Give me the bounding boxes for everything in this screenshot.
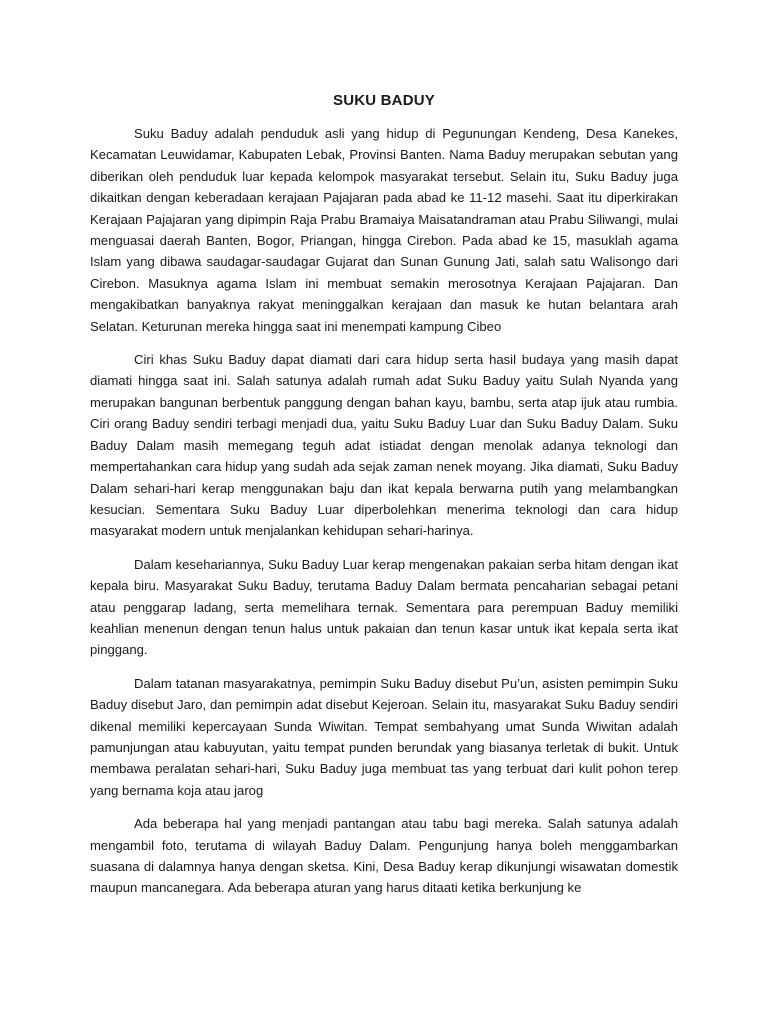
paragraph-1: Suku Baduy adalah penduduk asli yang hidup di Pegunungan Kendeng, Desa Kanekes, Kecamatan Leuwidamar, Kabupaten Lebak, Provinsi Banten. Nama Baduy merupakan sebutan yang diberikan oleh penduduk luar kepada kelompok masyarakat tersebut. Selain itu, Suku Baduy juga dikaitkan dengan keberadaan kerajaan Pajajaran pada abad ke 11-12 masehi. Saat itu diperkirakan Kerajaan Pajajaran yang dipimpin Raja Prabu Bramaiya Maisatandraman atau Prabu Siliwangi, mulai menguasai daerah Banten, Bogor, Priangan, hingga Cirebon. Pada abad ke 15, masuklah agama Islam yang dibawa saudagar-saudagar Gujarat dan Sunan Gunung Jati, salah satu Walisongo dari Cirebon. Masuknya agama Islam ini membuat semakin merosotnya Kerajaan Pajajaran. Dan mengakibatkan banyaknya rakyat meninggalkan kerajaan dan masuk ke hutan belantara arah Selatan. Keturunan mereka hingga saat ini menempati kampung Cibeo	[90, 126, 678, 334]
paragraph-3: Dalam kesehariannya, Suku Baduy Luar kerap mengenakan pakaian serba hitam dengan ikat kepala biru. Masyarakat Suku Baduy, terutama Baduy Dalam bermata pencaharian sebagai petani atau penggarap ladang, serta memelihara ternak. Sementara para perempuan Baduy memiliki keahlian menenun dengan tenun halus untuk pakaian dan tenun kasar untuk ikat kepala serta ikat pinggang.	[90, 556, 678, 658]
paragraph-5: Ada beberapa hal yang menjadi pantangan atau tabu bagi mereka. Salah satunya adalah mengambil foto, terutama di wilayah Baduy Dalam. Pengunjung hanya boleh menggambarkan suasana di dalamnya hanya dengan sketsa. Kini, Desa Baduy kerap dikunjungi wisawatan domestik maupun mancanegara. Ada beberapa aturan yang harus ditaati ketika berkunjung ke	[90, 816, 678, 896]
paragraph-2: Ciri khas Suku Baduy dapat diamati dari cara hidup serta hasil budaya yang masih dapat diamati hingga saat ini. Salah satunya adalah rumah adat Suku Baduy yaitu Sulah Nyanda yang merupakan bangunan berbentuk panggung dengan bahan kayu, bambu, serta atap ijuk atau rumbia. Ciri orang Baduy sendiri terbagi menjadi dua, yaitu Suku Baduy Luar dan Suku Baduy Dalam. Suku Baduy Dalam masih memegang teguh adat istiadat dengan menolak adanya teknologi dan mempertahankan cara hidup yang sudah ada sejak zaman nenek moyang. Jika diamati, Suku Baduy Dalam sehari-hari kerap menggunakan baju dan ikat kepala berwarna putih yang melambangkan kesucian. Sementara Suku Baduy Luar diperbolehkan menerima teknologi dan cara hidup masyarakat modern untuk menjalankan kehidupan sehari-harinya.	[90, 352, 678, 539]
paragraph-4: Dalam tatanan masyarakatnya, pemimpin Suku Baduy disebut Pu’un, asisten pemimpin Suku Baduy disebut Jaro, dan pemimpin adat disebut Kejeroan. Selain itu, masyarakat Suku Baduy sendiri dikenal memiliki kepercayaan Sunda Wiwitan. Tempat sembahyang umat Sunda Wiwitan adalah pamunjungan atau kabuyutan, yaitu tempat punden berundak yang biasanya terletak di bukit. Untuk membawa peralatan sehari-hari, Suku Baduy juga membuat tas yang terbuat dari kulit pohon terep yang bernama koja atau jarog	[90, 675, 678, 798]
document-title: SUKU BADUY	[332, 92, 435, 109]
